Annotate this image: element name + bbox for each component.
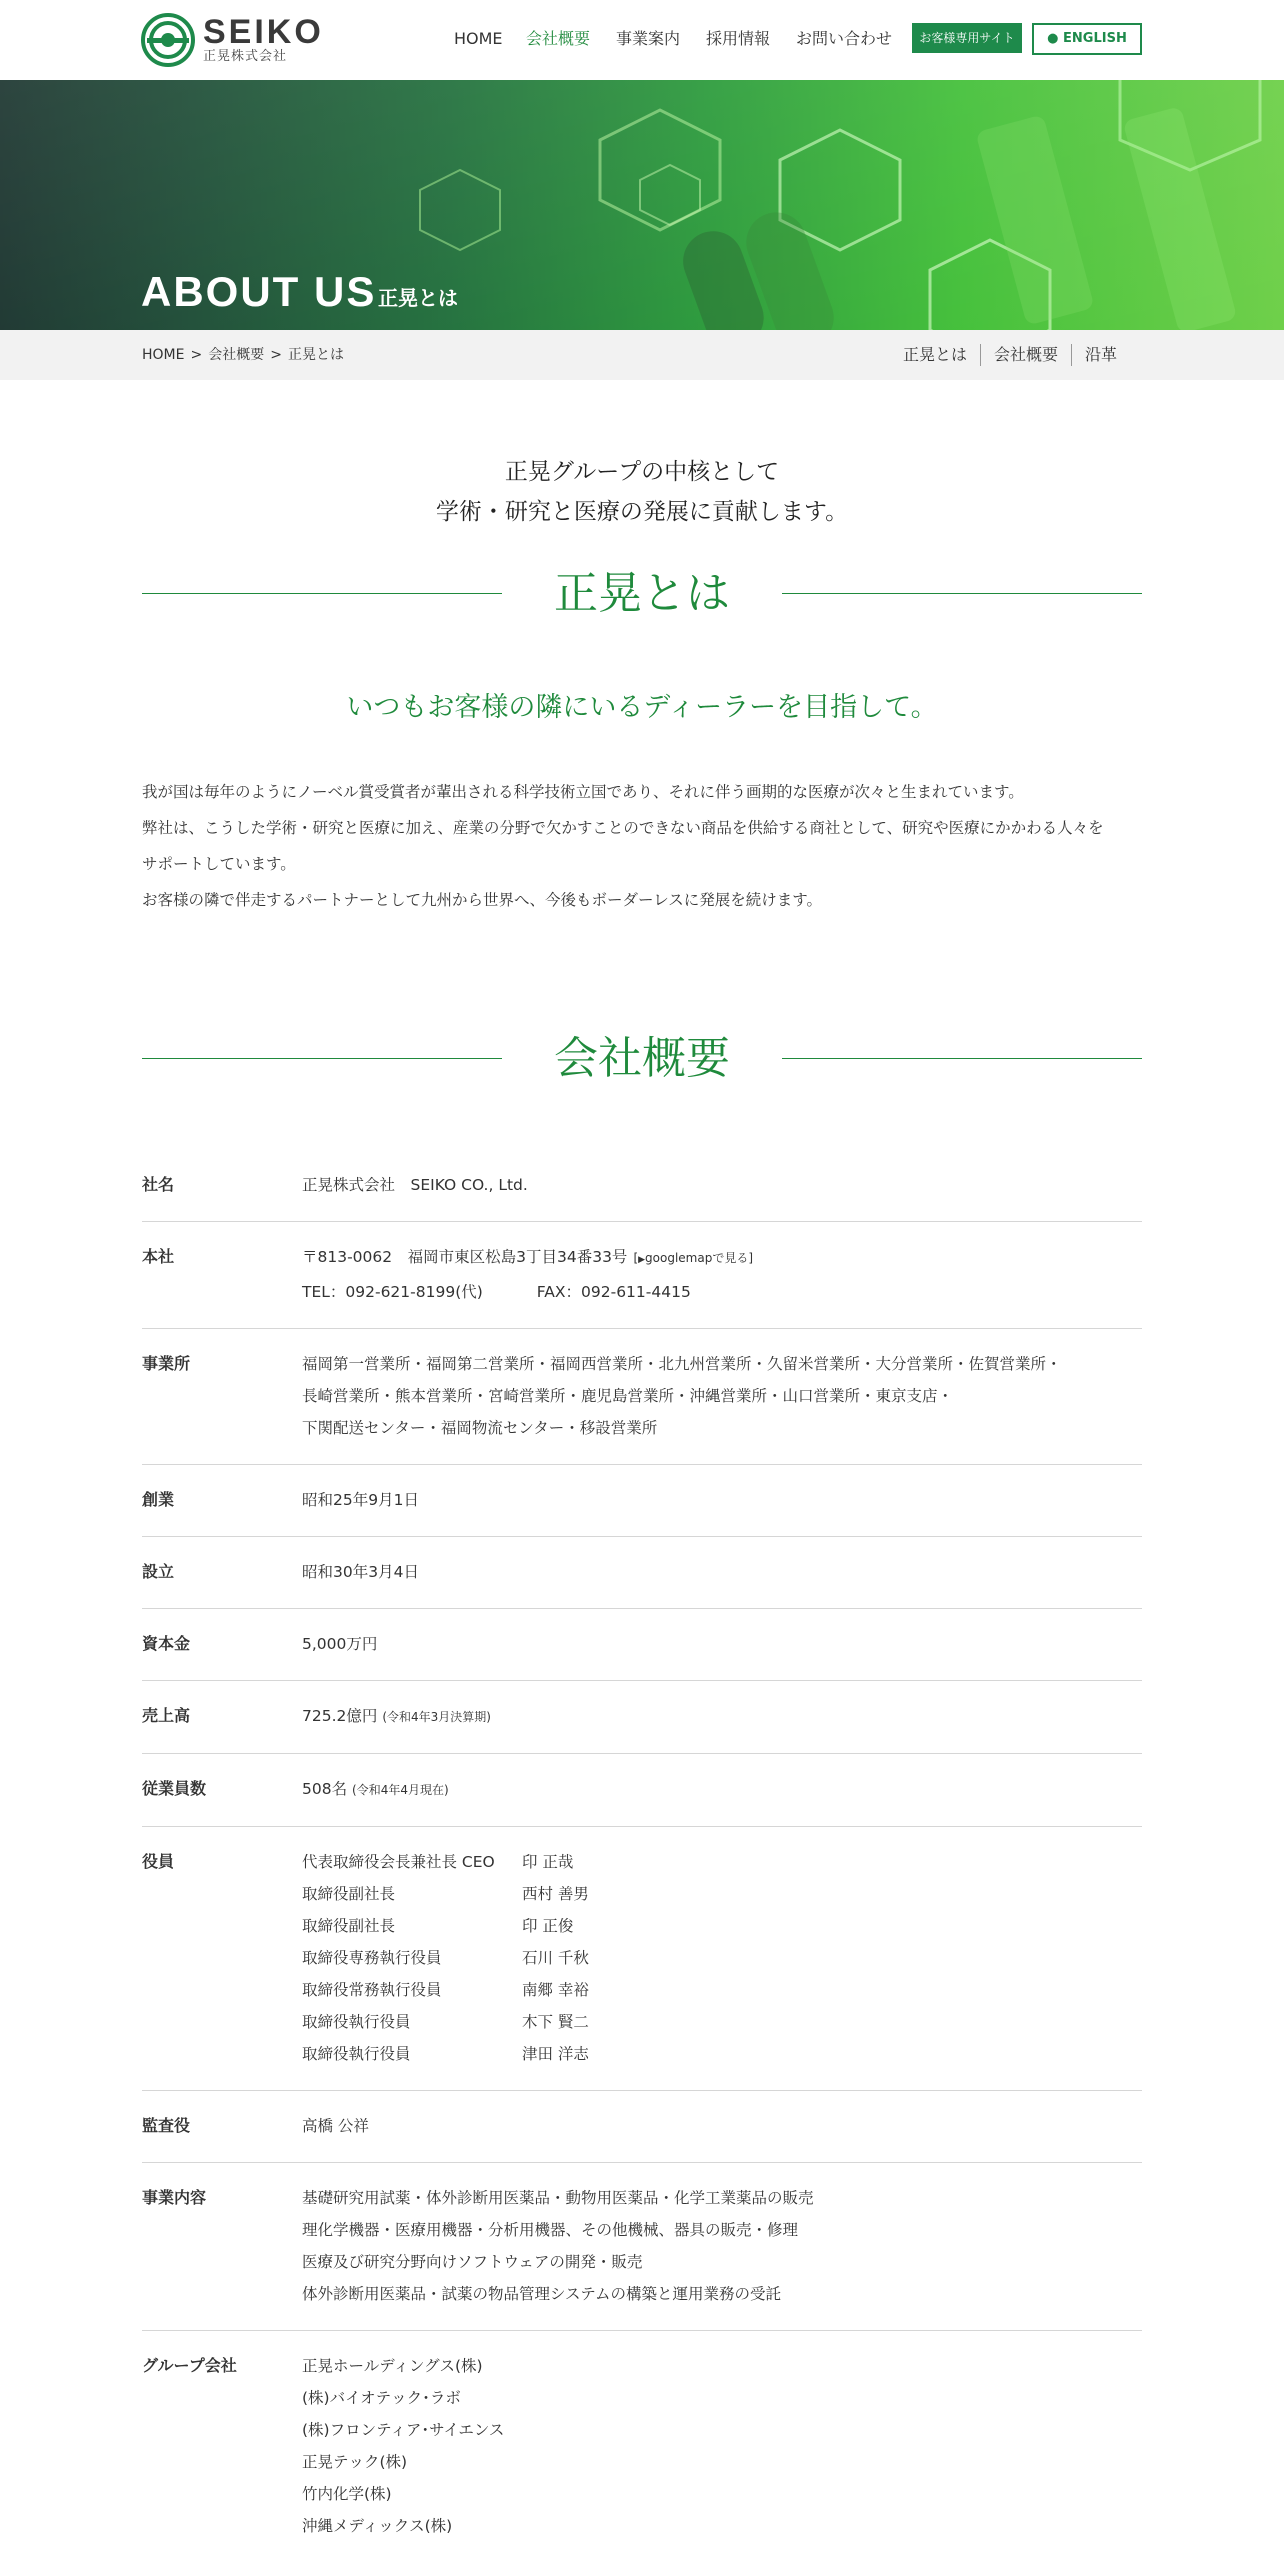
- company-name-value: 正晃株式会社 SEIKO CO., Ltd.: [302, 1176, 528, 1194]
- intro-paragraph: 弊社は、こうした学術・研究と医療に加え、産業の分野で欠かすことのできない商品を供給する商社として、研究や医療にかかわる人々を: [142, 819, 1104, 837]
- hero-title: ABOUT US: [141, 268, 377, 315]
- executive-name: 津田 洋志: [522, 2045, 589, 2063]
- table-row-auditor: [142, 2091, 1142, 2163]
- table-row-executives: [142, 1827, 1142, 2091]
- intro-paragraph: サポートしています。: [142, 855, 296, 873]
- executive-name: 木下 賢二: [522, 2013, 589, 2031]
- executive-position: 取締役執行役員: [302, 2013, 411, 2031]
- table-row-name: [142, 1150, 1142, 1222]
- section-title-company: 会社概要: [554, 1033, 730, 1084]
- nav-home[interactable]: HOME: [454, 29, 503, 48]
- lead-line: 学術・研究と医療の発展に貢献します。: [435, 499, 849, 525]
- customer-site-button[interactable]: お客様専用サイト: [912, 23, 1022, 53]
- row-label: 監査役: [142, 2116, 191, 2135]
- group-company: (株)フロンティア･サイエンス: [302, 2421, 505, 2439]
- lead-line: 正晃グループの中核として: [504, 459, 780, 485]
- founded-value: 昭和25年9月1日: [302, 1491, 419, 1509]
- executive-name: 西村 善男: [522, 1885, 589, 1903]
- table-row-offices: [142, 1329, 1142, 1465]
- intro-paragraph: お客様の隣で伴走するパートナーとして九州から世界へ、今後もボーダーレスに発展を続けます。: [142, 891, 822, 909]
- group-company: 沖縄メディックス(株): [302, 2517, 453, 2535]
- business-line: 理化学機器・医療用機器・分析用機器、その他機械、器具の販売・修理: [302, 2221, 799, 2239]
- breadcrumb-current: 正晃とは: [287, 347, 344, 363]
- english-button[interactable]: [1032, 23, 1142, 55]
- business-line: 体外診断用医薬品・試薬の物品管理システムの構築と運用業務の受託: [302, 2285, 781, 2303]
- intro-body: [142, 774, 1142, 918]
- employees-note: (令和4年4月現在): [352, 1783, 449, 1797]
- table-row-employees: [142, 1754, 1142, 1827]
- executive-row: [302, 1910, 1142, 1942]
- offices-line: 長崎営業所・熊本営業所・宮崎営業所・鹿児島営業所・沖縄営業所・山口営業所・東京支店・: [302, 1387, 954, 1405]
- nav-business[interactable]: 事業案内: [616, 29, 681, 48]
- executive-position: 取締役執行役員: [302, 2045, 411, 2063]
- group-company: 竹内化学(株): [302, 2485, 392, 2503]
- section-title-about: 正晃とは: [554, 568, 730, 619]
- capital-value: 5,000万円: [302, 1635, 378, 1653]
- executive-name: 石川 千秋: [522, 1949, 589, 1967]
- group-company: 正晃ホールディングス(株): [302, 2357, 483, 2375]
- row-label: 本社: [142, 1247, 175, 1266]
- executive-position: 取締役副社長: [302, 1885, 396, 1903]
- logo-text-ja: 正晃株式会社: [203, 49, 288, 64]
- executive-row: [302, 2006, 1142, 2038]
- row-label: 事業内容: [142, 2188, 207, 2207]
- triangle-right-icon: ▶: [638, 1255, 646, 1265]
- business-line: 基礎研究用試薬・体外診断用医薬品・動物用医薬品・化学工業薬品の販売: [302, 2189, 814, 2207]
- sub-nav: [890, 344, 1130, 366]
- nav-recruit[interactable]: 採用情報: [706, 29, 771, 48]
- sales-note: (令和4年3月決算期): [382, 1710, 491, 1724]
- logo-text-en: SEIKO: [203, 13, 324, 51]
- catch-copy: いつもお客様の隣にいるディーラーを目指して。: [346, 692, 938, 723]
- breadcrumb-company[interactable]: 会社概要: [208, 347, 265, 363]
- hero-banner: [0, 80, 1284, 330]
- business-line: 医療及び研究分野向けソフトウェアの開発・販売: [302, 2253, 643, 2271]
- row-label: 事業所: [142, 1354, 191, 1373]
- executive-row: [302, 1974, 1142, 2006]
- established-value: 昭和30年3月4日: [302, 1563, 419, 1581]
- subnav-history[interactable]: 沿革: [1071, 344, 1130, 366]
- offices-line: 福岡第一営業所・福岡第二営業所・福岡西営業所・北九州営業所・久留米営業所・大分営業所・佐賀営業所・: [302, 1355, 1062, 1373]
- english-button-label: ENGLISH: [1063, 31, 1127, 46]
- subnav-about[interactable]: 正晃とは: [902, 345, 967, 364]
- row-label: 創業: [142, 1490, 175, 1509]
- row-label: 従業員数: [142, 1779, 207, 1798]
- table-row-group: [142, 2331, 1142, 2562]
- subnav-company[interactable]: 会社概要: [980, 344, 1071, 366]
- breadcrumb-separator: >: [270, 347, 282, 363]
- row-label: 資本金: [142, 1634, 191, 1653]
- section-heading-company: [142, 1028, 1142, 1088]
- row-label: 社名: [142, 1175, 175, 1194]
- table-row-hq: [142, 1222, 1142, 1329]
- row-label: 売上高: [142, 1706, 191, 1725]
- nav-company[interactable]: 会社概要: [526, 29, 591, 48]
- executive-name: 南郷 幸裕: [522, 1981, 589, 1999]
- breadcrumb-home[interactable]: HOME: [142, 347, 185, 363]
- row-label: 設立: [142, 1562, 175, 1581]
- executive-position: 取締役専務執行役員: [302, 1949, 442, 1967]
- executive-row: [302, 1878, 1142, 1910]
- breadcrumb-bar: [0, 330, 1284, 380]
- offices-line: 下関配送センター・福岡物流センター・移設営業所: [302, 1419, 658, 1437]
- company-info-table: [142, 1150, 1142, 2562]
- executive-position: 取締役常務執行役員: [302, 1981, 442, 1999]
- table-row-business: [142, 2163, 1142, 2331]
- nav-contact[interactable]: お問い合わせ: [796, 29, 893, 48]
- hq-fax: FAX：092-611-4415: [536, 1283, 691, 1301]
- site-header: [0, 0, 1284, 80]
- table-row-sales: [142, 1681, 1142, 1754]
- lead-text: [0, 452, 1284, 532]
- breadcrumb-separator: >: [190, 347, 203, 363]
- employees-value: 508名: [302, 1780, 348, 1798]
- table-row-capital: [142, 1609, 1142, 1681]
- executive-name: 印 正哉: [522, 1853, 574, 1871]
- row-label: グループ会社: [142, 2356, 237, 2375]
- google-map-link[interactable]: [▶googlemapで見る]: [633, 1251, 754, 1265]
- row-label: 役員: [142, 1852, 175, 1871]
- executive-position: 代表取締役会長兼社長 CEO: [302, 1853, 495, 1871]
- breadcrumb: [142, 345, 344, 365]
- executive-row: [302, 1846, 1142, 1878]
- executive-row: [302, 1942, 1142, 1974]
- globe-icon: ●: [1047, 31, 1064, 46]
- hq-tel: TEL：092-621-8199(代): [302, 1283, 483, 1301]
- table-row-founded: [142, 1465, 1142, 1537]
- sales-value: 725.2億円: [302, 1707, 378, 1725]
- executive-name: 印 正俊: [522, 1917, 574, 1935]
- executive-position: 取締役副社長: [302, 1917, 396, 1935]
- table-row-established: [142, 1537, 1142, 1609]
- executive-row: [302, 2038, 1142, 2070]
- section-heading-about: [142, 563, 1142, 623]
- group-company: 正晃テック(株): [302, 2453, 408, 2471]
- map-link-label: googlemapで見る: [645, 1251, 749, 1265]
- hero-subtitle: 正晃とは: [378, 286, 458, 310]
- group-company: (株)バイオテック･ラボ: [302, 2389, 461, 2407]
- intro-paragraph: 我が国は毎年のようにノーベル賞受賞者が輩出される科学技術立国であり、それに伴う画期的な医療が次々と生まれています。: [142, 783, 1024, 801]
- auditor-value: 高橋 公祥: [302, 2117, 369, 2135]
- hq-address: 〒813-0062 福岡市東区松島3丁目34番33号: [302, 1248, 628, 1266]
